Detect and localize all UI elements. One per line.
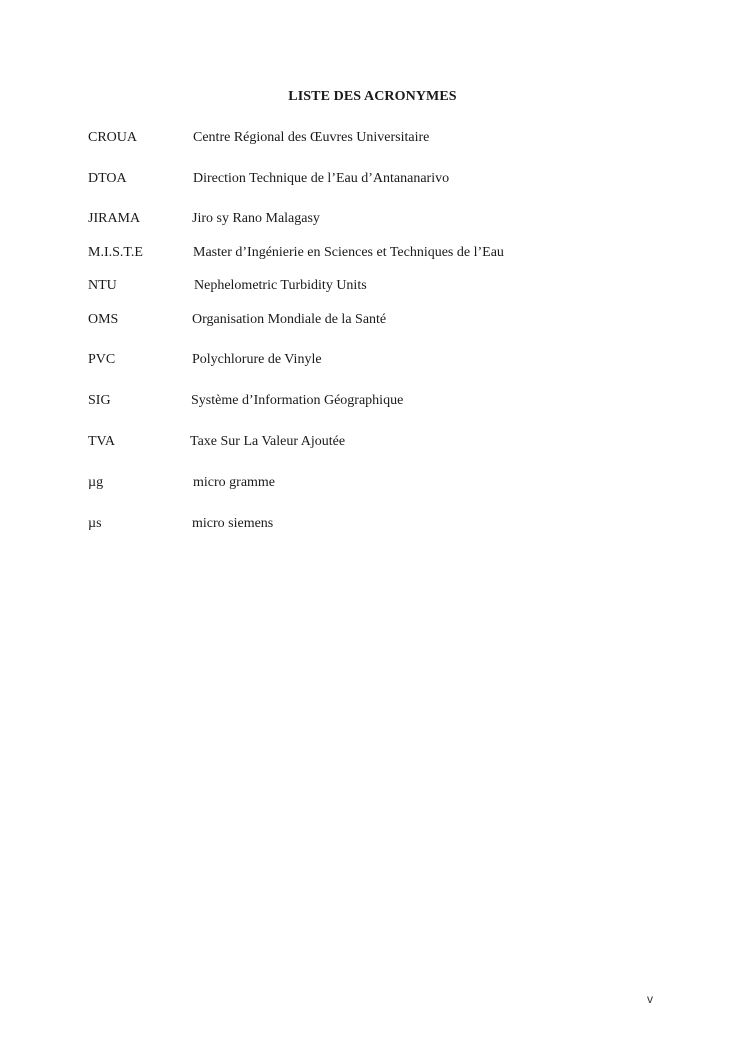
- acronym-definition: micro gramme: [193, 475, 276, 490]
- acronym-definition: Nephelometric Turbidity Units: [194, 278, 367, 293]
- acronym-row-miste: [88, 243, 688, 263]
- acronym-definition: Polychlorure de Vinyle: [192, 352, 322, 367]
- acronym-abbr: PVC: [88, 352, 116, 367]
- acronym-abbr: DTOA: [88, 171, 127, 186]
- acronym-row-ug: [88, 473, 688, 493]
- acronym-abbr: µs: [88, 516, 102, 531]
- acronym-definition: Jiro sy Rano Malagasy: [192, 211, 320, 226]
- acronym-abbr: NTU: [88, 278, 117, 293]
- acronym-abbr: M.I.S.T.E: [88, 245, 143, 260]
- acronym-abbr: TVA: [88, 434, 115, 449]
- acronym-row-croua: [88, 128, 688, 148]
- acronym-definition: Système d’Information Géographique: [191, 393, 404, 408]
- acronym-definition: Direction Technique de l’Eau d’Antananarivo: [193, 171, 450, 186]
- acronym-row-jirama: [88, 209, 688, 229]
- acronym-abbr: OMS: [88, 312, 119, 327]
- acronym-definition: Centre Régional des Œuvres Universitaire: [193, 130, 430, 145]
- acronym-definition: Organisation Mondiale de la Santé: [192, 312, 387, 327]
- acronym-row-sig: [88, 391, 688, 411]
- acronym-definition: Taxe Sur La Valeur Ajoutée: [190, 434, 346, 449]
- acronym-row-pvc: [88, 350, 688, 370]
- acronym-abbr: SIG: [88, 393, 111, 408]
- acronym-definition: micro siemens: [192, 516, 274, 531]
- acronym-row-oms: [88, 310, 688, 330]
- acronym-abbr: JIRAMA: [88, 211, 141, 226]
- acronym-row-dtoa: [88, 169, 688, 189]
- acronym-row-tva: [88, 432, 688, 452]
- page-number: v: [647, 992, 653, 1006]
- acronym-row-ntu: [88, 276, 688, 296]
- acronym-abbr: CROUA: [88, 130, 138, 145]
- acronym-definition: Master d’Ingénierie en Sciences et Techniques de l’Eau: [193, 245, 504, 260]
- acronym-row-us: [88, 514, 688, 534]
- acronym-abbr: µg: [88, 475, 104, 490]
- page-title: LISTE DES ACRONYMES: [288, 89, 457, 104]
